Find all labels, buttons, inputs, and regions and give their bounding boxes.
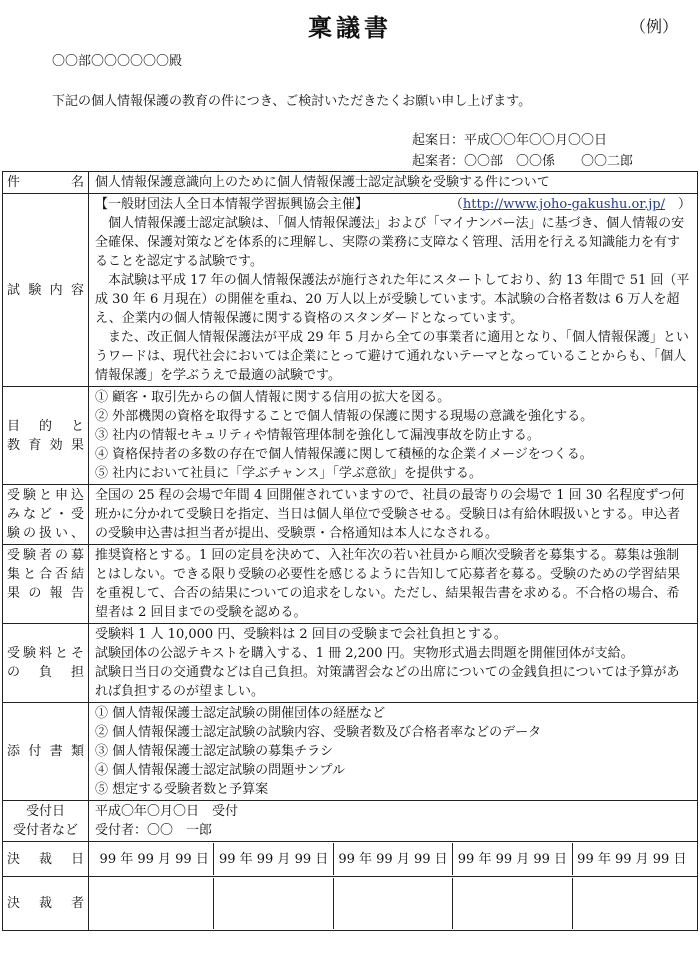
attachment-item: ② 個人情報保護士認定試験の試験内容、受験者数及び合格者率などのデータ — [95, 725, 542, 740]
purpose-item: ④ 資格保持者の多数の存在で個人情報保護に関して積極的な企業イメージをつくる。 — [95, 447, 593, 462]
exam-row — [3, 194, 698, 387]
received-label-line: 受付日 — [25, 804, 65, 819]
exam-url-wrap — [450, 195, 691, 214]
drafter: 起案者：〇〇部 〇〇係 〇〇二郎 — [412, 154, 634, 169]
received-date: 平成〇年〇月〇日 受付 — [95, 804, 239, 819]
fee-label — [3, 624, 89, 703]
purpose-item: ③ 社内の情報セキュリティや情報管理体制を強化して漏洩事故を防止する。 — [95, 428, 540, 443]
received-row — [3, 801, 698, 842]
purpose-item: ② 外部機関の資格を取得することで個人情報の保護に関する現場の意識を強化する。 — [95, 409, 594, 424]
url-open-paren: （ — [449, 197, 463, 212]
attachment-item: ⑤ 想定する受験者数と予算案 — [95, 782, 269, 797]
received-label — [3, 801, 89, 842]
approver-label — [3, 877, 89, 931]
decision-date-cell[interactable]: 99 年 99 月 99 日 — [452, 843, 571, 875]
approver-stamp-cell[interactable] — [213, 878, 332, 929]
application-label-text: 受験と申込みなど・受験の扱い、 — [7, 488, 84, 541]
subject-row — [3, 172, 698, 194]
attachment-item: ③ 個人情報保護士認定試験の募集チラシ — [95, 744, 334, 759]
approver-stamp-cell[interactable] — [95, 878, 213, 929]
recruit-text: 推奨資格とする。1 回の定員を決めて、入社年次の若い社員から順次受験者を募集する。募集は強制とはしない。できる限り受験の必要性を感じるように告知して応募者を募る。受験のための学習結果を重視して、合否の結果についての追求をしない。ただし、結果報告書を求める。不合格の場合、希望者は 2 回目までの受験を認める。 — [89, 545, 698, 624]
attachments-items — [89, 703, 698, 801]
attachment-item: ① 個人情報保護士認定試験の開催団体の経歴など — [95, 706, 386, 721]
purpose-row — [3, 387, 698, 485]
fee-line: 受験料 1 人 10,000 円、受験料は 2 回目の受験まで会社負担とする。 — [95, 627, 507, 642]
received-content — [89, 801, 698, 842]
subject-text: 個人情報保護意識向上のために個人情報保護士認定試験を受験する件について — [89, 172, 698, 194]
decision-date-label — [3, 842, 89, 877]
approver-stamp-cell[interactable] — [333, 878, 452, 929]
received-by: 受付者：〇〇 一郎 — [95, 823, 213, 838]
decision-date-cell[interactable]: 99 年 99 月 99 日 — [213, 843, 332, 875]
subject-label-text: 件 名 — [7, 175, 84, 190]
recruit-row — [3, 545, 698, 624]
application-row — [3, 485, 698, 545]
purpose-items — [89, 387, 698, 485]
drafted-date: 起案日：平成〇〇年〇〇月〇〇日 — [412, 133, 608, 148]
purpose-label-line: 目的と — [7, 418, 84, 434]
fee-line: 試験日当日の交通費などは自己負担。対策講習会などの出席についての金銭負担については予算があれば負担するのが望ましい。 — [95, 665, 680, 699]
decision-date-cell[interactable]: 99 年 99 月 99 日 — [572, 843, 691, 875]
approver-stamp-cell[interactable] — [572, 878, 691, 929]
approver-stamp-grid — [95, 878, 691, 929]
exam-content — [89, 194, 698, 387]
document-title: 稟議書 — [308, 14, 392, 42]
example-marker: （例） — [629, 17, 678, 36]
attachments-label-text: 添付書類 — [7, 744, 84, 759]
addressee: 〇〇部〇〇〇〇〇〇殿 — [52, 54, 183, 69]
exam-paragraph: 本試験は平成 17 年の個人情報保護法が施行された年にスタートしており、約 13 年間で 51 回（平成 30 年 6 月現在）の開催を重ね、20 万人以上が受験しています。本試験の合格者数は 6 万人を超え、企業内の個人情報保護に関する資格のスタンダードとなっています。 — [95, 273, 690, 326]
decision-date-cell[interactable]: 99 年 99 月 99 日 — [99, 851, 209, 867]
fee-row — [3, 624, 698, 703]
exam-label — [3, 194, 89, 387]
exam-paragraph: また、改正個人情報保護法が平成 29 年 5 月から全ての事業者に適用となり、「個人情報保護」というワードは、現代社会においては企業にとって避けて通れないテーマとなっていることからも、「個人情報保護」を学ぶうえで最適の試験です。 — [95, 330, 689, 383]
approver-row — [3, 877, 698, 931]
decision-date-cells — [89, 842, 698, 877]
attachments-label — [3, 703, 89, 801]
fee-label-text: 受験料とその負担 — [7, 646, 84, 680]
attachment-item: ④ 個人情報保護士認定試験の問題サンプル — [95, 763, 345, 778]
approver-stamp-cell[interactable] — [452, 878, 571, 929]
application-label — [3, 485, 89, 545]
decision-date-label-text: 決裁日 — [7, 851, 84, 867]
subject-label — [3, 172, 89, 194]
purpose-item: ⑤ 社内において社員に「学ぶチャンス」「学ぶ意欲」を提供する。 — [95, 466, 482, 481]
recruit-label — [3, 545, 89, 624]
approver-cells — [89, 877, 698, 931]
exam-paragraph: 個人情報保護士認定試験は、「個人情報保護法」および「マイナンバー法」に基づき、個人情報の安全確保、保護対策などを体系的に理解し、実際の業務に支障なく管理、活用を行える知識能力を有することを認定する試験です。 — [95, 216, 685, 269]
application-text: 全国の 25 程の会場で年間 4 回開催されていますので、社員の最寄りの会場で 1 回 30 名程度ずつ何班かに分かれて受験日を指定、当日は個人単位で受験させる。受験日は有給休暇扱いとする。申込者の受験申込書は担当者が提出、受験票・合格通知は本人になされる。 — [89, 485, 698, 545]
attachments-row — [3, 703, 698, 801]
fee-line: 試験団体の公認テキストを購入する、1 冊 2,200 円。実物形式過去問題を開催団体が支給。 — [95, 646, 634, 661]
received-label-line: 受付者など — [12, 823, 78, 838]
exam-url-link[interactable]: http://www.joho-gakushu.or.jp/ — [462, 197, 665, 212]
exam-label-text: 試験内容 — [7, 282, 84, 298]
fee-content — [89, 624, 698, 703]
decision-date-cell[interactable]: 99 年 99 月 99 日 — [333, 843, 452, 875]
decision-date-row — [3, 842, 698, 877]
recruit-label-text: 受験者の募集と合否結果の報告 — [7, 548, 84, 601]
decision-date-grid — [95, 843, 691, 875]
purpose-item: ① 顧客・取引先からの個人情報に関する信用の拡大を図る。 — [95, 390, 451, 405]
purpose-label-line: 教育効果 — [7, 437, 84, 453]
ringi-table — [2, 171, 698, 931]
exam-organizer-line — [95, 195, 691, 214]
url-close-paren: ） — [677, 197, 691, 212]
purpose-label — [3, 387, 89, 485]
request-sentence: 下記の個人情報保護の教育の件につき、ご検討いただきたくお願い申し上げます。 — [52, 94, 532, 109]
approver-label-text: 決裁者 — [7, 896, 84, 911]
exam-organizer: 【一般財団法人全日本情報学習振興協会主催】 — [95, 197, 369, 212]
